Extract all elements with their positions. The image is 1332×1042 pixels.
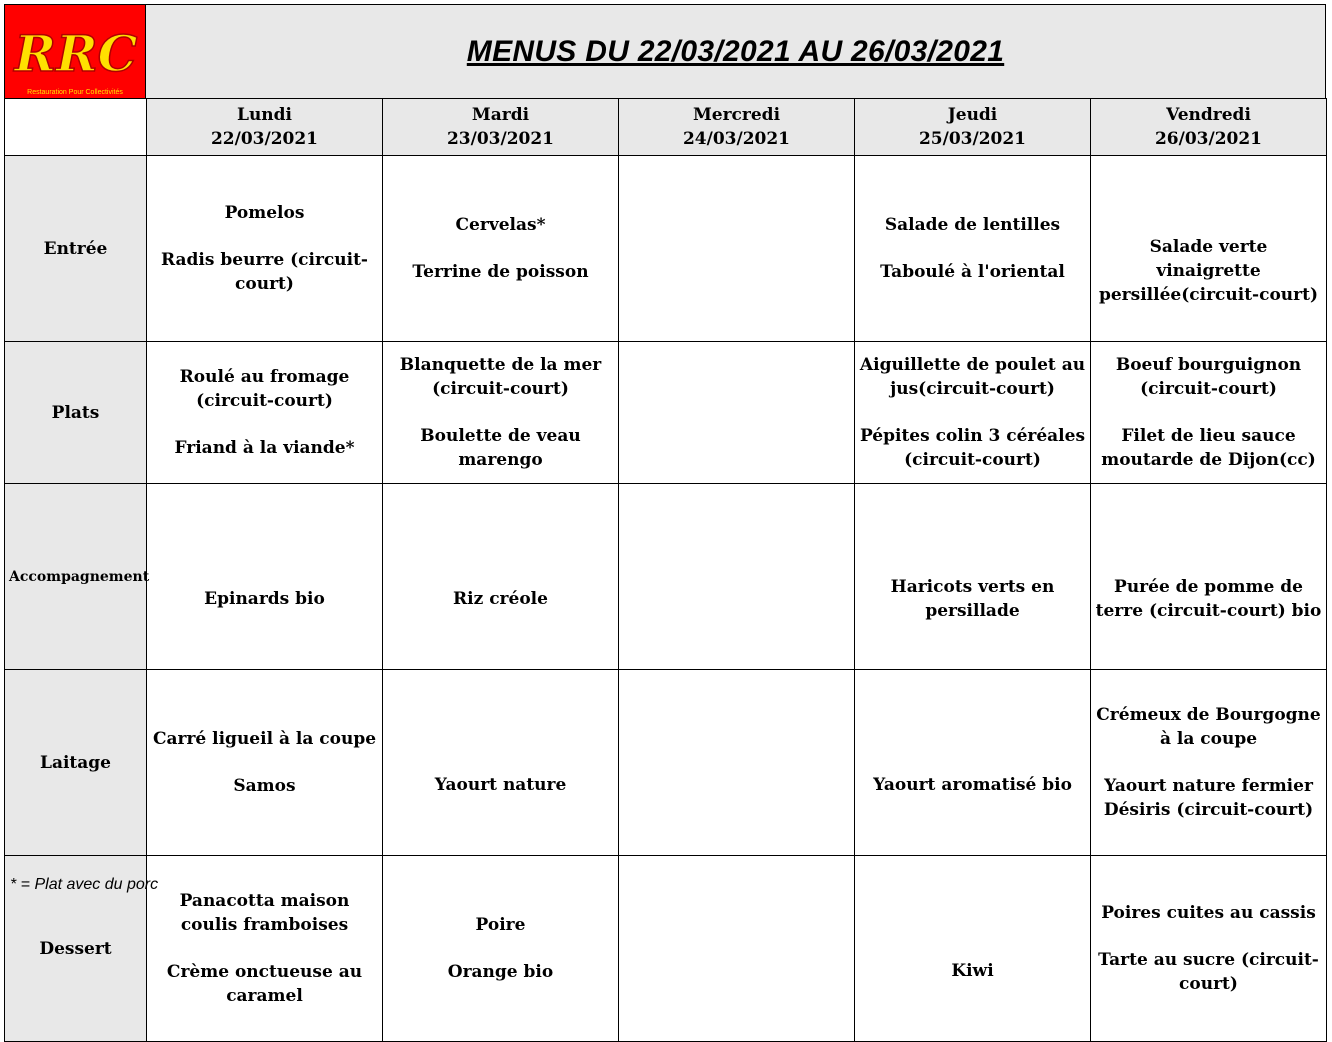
menu-cell — [855, 484, 1091, 670]
dish: Friand à la viande* — [174, 438, 355, 458]
menu-row-entree — [5, 156, 1327, 342]
dish: Salade verte vinaigrette persillée(circuit-court) — [1098, 236, 1319, 305]
menu-cell — [147, 484, 383, 670]
dish: Boulette de veau marengo — [420, 426, 581, 470]
day-header — [1091, 99, 1327, 156]
day-date: 26/03/2021 — [1154, 129, 1263, 149]
dish: Crème onctueuse au caramel — [166, 962, 363, 1006]
menu-cell-empty — [619, 856, 855, 1042]
dish: Terrine de poisson — [412, 262, 589, 282]
menu-cell — [383, 342, 619, 484]
menu-cell — [147, 856, 383, 1042]
menu-cell — [383, 670, 619, 856]
day-header — [855, 99, 1091, 156]
logo-subtitle: Restauration Pour Collectivités — [27, 89, 123, 96]
dish: Salade de lentilles — [884, 215, 1061, 235]
dish: Riz créole — [453, 588, 548, 609]
page-title: MENUS DU 22/03/2021 AU 26/03/2021 — [466, 34, 1005, 68]
day-date: 23/03/2021 — [446, 129, 555, 149]
menu-cell — [1091, 156, 1327, 342]
day-name: Lundi — [236, 105, 293, 125]
day-name: Jeudi — [947, 105, 998, 125]
dish: Yaourt nature — [434, 774, 567, 795]
day-name: Mardi — [471, 105, 530, 125]
logo — [4, 4, 146, 99]
day-header — [147, 99, 383, 156]
menu-cell — [147, 342, 383, 484]
day-header — [619, 99, 855, 156]
menu-cell-empty — [619, 670, 855, 856]
row-label: Accompagnement — [5, 484, 147, 670]
dish: Yaourt nature fermier Désiris (circuit-court) — [1103, 776, 1314, 820]
dish: Purée de pomme de terre (circuit-court) bio — [1095, 576, 1322, 621]
dish: Boeuf bourguignon (circuit-court) — [1115, 355, 1302, 399]
row-label: Entrée — [5, 156, 147, 342]
menu-cell — [855, 156, 1091, 342]
dish: Poire — [475, 915, 526, 935]
dish: Aiguillette de poulet au jus(circuit-court) — [859, 355, 1086, 399]
row-label: Dessert — [5, 856, 147, 1042]
dish: Carré ligueil à la coupe — [152, 729, 377, 749]
dish: Poires cuites au cassis — [1101, 903, 1316, 923]
day-name: Vendredi — [1166, 105, 1251, 125]
dish: Roulé au fromage (circuit-court) — [179, 367, 350, 411]
row-label: Plats — [5, 342, 147, 484]
menu-row-plats — [5, 342, 1327, 484]
menu-cell — [383, 156, 619, 342]
logo-letters: RRC — [14, 24, 138, 83]
logo-mark — [11, 23, 141, 83]
dish: Haricots verts en persillade — [890, 576, 1055, 621]
menu-cell — [147, 156, 383, 342]
menu-cell — [383, 856, 619, 1042]
dish: Orange bio — [447, 962, 554, 982]
dish: Pépites colin 3 céréales (circuit-court) — [859, 426, 1086, 470]
menu-row-laitage — [5, 670, 1327, 856]
footnote: * = Plat avec du porc — [10, 876, 159, 893]
menu-cell — [147, 670, 383, 856]
menu-cell-empty — [619, 484, 855, 670]
dish: Radis beurre (circuit-court) — [161, 250, 368, 294]
dish: Cervelas* — [455, 215, 546, 235]
dish: Panacotta maison coulis framboises — [179, 891, 350, 935]
title-bar — [146, 4, 1326, 99]
day-header-row — [5, 99, 1327, 156]
dish: Yaourt aromatisé bio — [873, 774, 1072, 795]
dish: Tarte au sucre (circuit-court) — [1098, 950, 1319, 994]
dish: Crémeux de Bourgogne à la coupe — [1096, 705, 1321, 749]
corner-cell — [5, 99, 147, 156]
day-date: 24/03/2021 — [682, 129, 791, 149]
dish: Taboulé à l'oriental — [880, 262, 1065, 282]
dish: Blanquette de la mer (circuit-court) — [399, 355, 602, 399]
menu-cell — [383, 484, 619, 670]
dish: Epinards bio — [204, 588, 325, 609]
menu-row-dessert — [5, 856, 1327, 1042]
menu-cell — [855, 342, 1091, 484]
dish: Samos — [233, 776, 296, 796]
day-date: 22/03/2021 — [210, 129, 319, 149]
dish: Pomelos — [224, 203, 305, 223]
menu-cell — [1091, 484, 1327, 670]
day-header — [383, 99, 619, 156]
menu-cell-empty — [619, 156, 855, 342]
dish: Filet de lieu sauce moutarde de Dijon(cc) — [1101, 426, 1316, 470]
menu-row-accompagnement — [5, 484, 1327, 670]
menu-cell — [1091, 670, 1327, 856]
menu-cell — [855, 670, 1091, 856]
menu-cell — [1091, 342, 1327, 484]
menu-cell — [855, 856, 1091, 1042]
menu-table — [4, 98, 1327, 1042]
day-name: Mercredi — [692, 105, 781, 125]
row-label: Laitage — [5, 670, 147, 856]
menu-cell-empty — [619, 342, 855, 484]
menu-cell — [1091, 856, 1327, 1042]
day-date: 25/03/2021 — [918, 129, 1027, 149]
dish: Kiwi — [951, 960, 994, 981]
